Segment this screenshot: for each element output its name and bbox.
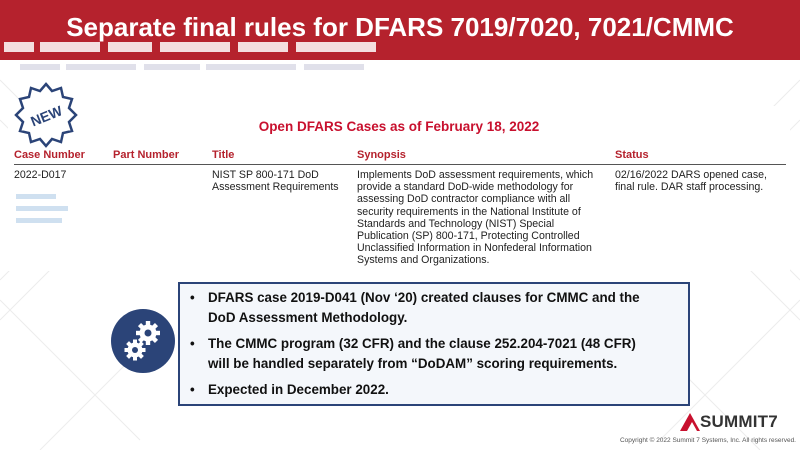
synopsis-line: Systems and Organizations. — [357, 254, 490, 267]
header-ghost-text — [0, 38, 410, 80]
column-header-part-number: Part Number — [113, 149, 180, 161]
column-header-case-number: Case Number — [14, 149, 85, 161]
cell-title-line: Assessment Requirements — [212, 181, 339, 194]
status-line: 02/16/2022 DARS opened case, — [615, 169, 767, 181]
table-header-divider — [14, 164, 786, 165]
cell-title-line: NIST SP 800-171 DoD — [212, 169, 319, 181]
bullet-icon: • — [190, 382, 195, 397]
logo-text: SUMMIT7 — [700, 412, 778, 431]
bullet-icon: • — [190, 336, 195, 351]
notes-list — [186, 288, 686, 407]
synopsis-line: Implements DoD assessment requirements, which — [357, 169, 594, 181]
cell-case-number: 2022-D017 — [14, 169, 67, 181]
note-item — [186, 334, 686, 373]
synopsis-line: provide a standard DoD-wide methodology for — [357, 181, 574, 194]
cell-status — [615, 169, 795, 193]
note-line: DoD Assessment Methodology. — [208, 309, 408, 325]
note-line: Expected in December 2022. — [208, 382, 389, 397]
table-title: Open DFARS Cases as of February 18, 2022 — [258, 119, 540, 134]
note-line: The CMMC program (32 CFR) and the clause 252.204-7021 (48 CFR) — [208, 336, 636, 351]
synopsis-line: assessing DoD contractor compliance with all — [357, 193, 571, 206]
note-line: DFARS case 2019-D041 (Nov ‘20) created clauses for CMMC and the — [208, 290, 640, 305]
synopsis-line: Unclassified Information in Nonfederal Information — [357, 242, 592, 255]
synopsis-line: security requirements in the National Institute of — [357, 205, 581, 218]
cell-title — [212, 169, 352, 193]
bullet-icon: • — [190, 290, 195, 305]
badge-label: NEW — [28, 102, 65, 130]
note-item — [186, 380, 686, 400]
gears-icon — [111, 309, 175, 373]
column-header-title: Title — [212, 149, 235, 161]
synopsis-line: Standards and Technology (NIST) Special — [357, 217, 555, 230]
status-line: final rule. DAR staff processing. — [615, 181, 764, 194]
cell-synopsis — [357, 169, 607, 267]
synopsis-line: Publication (SP) 800-171, Protecting Controlled — [357, 230, 580, 243]
gears-icon-graphic — [111, 309, 175, 373]
note-line: will be handled separately from “DoDAM” scoring requirements. — [208, 355, 618, 371]
ghost-side-text — [14, 192, 84, 232]
column-header-status: Status — [615, 149, 649, 161]
column-header-synopsis: Synopsis — [357, 149, 406, 161]
copyright-text: Copyright © 2022 Summit 7 Systems, Inc. All rights reserved. — [619, 437, 796, 444]
new-badge-icon — [13, 82, 79, 148]
note-item — [186, 288, 686, 327]
slide-title: Separate final rules for DFARS 7019/7020, 7021/CMMC — [66, 12, 734, 42]
